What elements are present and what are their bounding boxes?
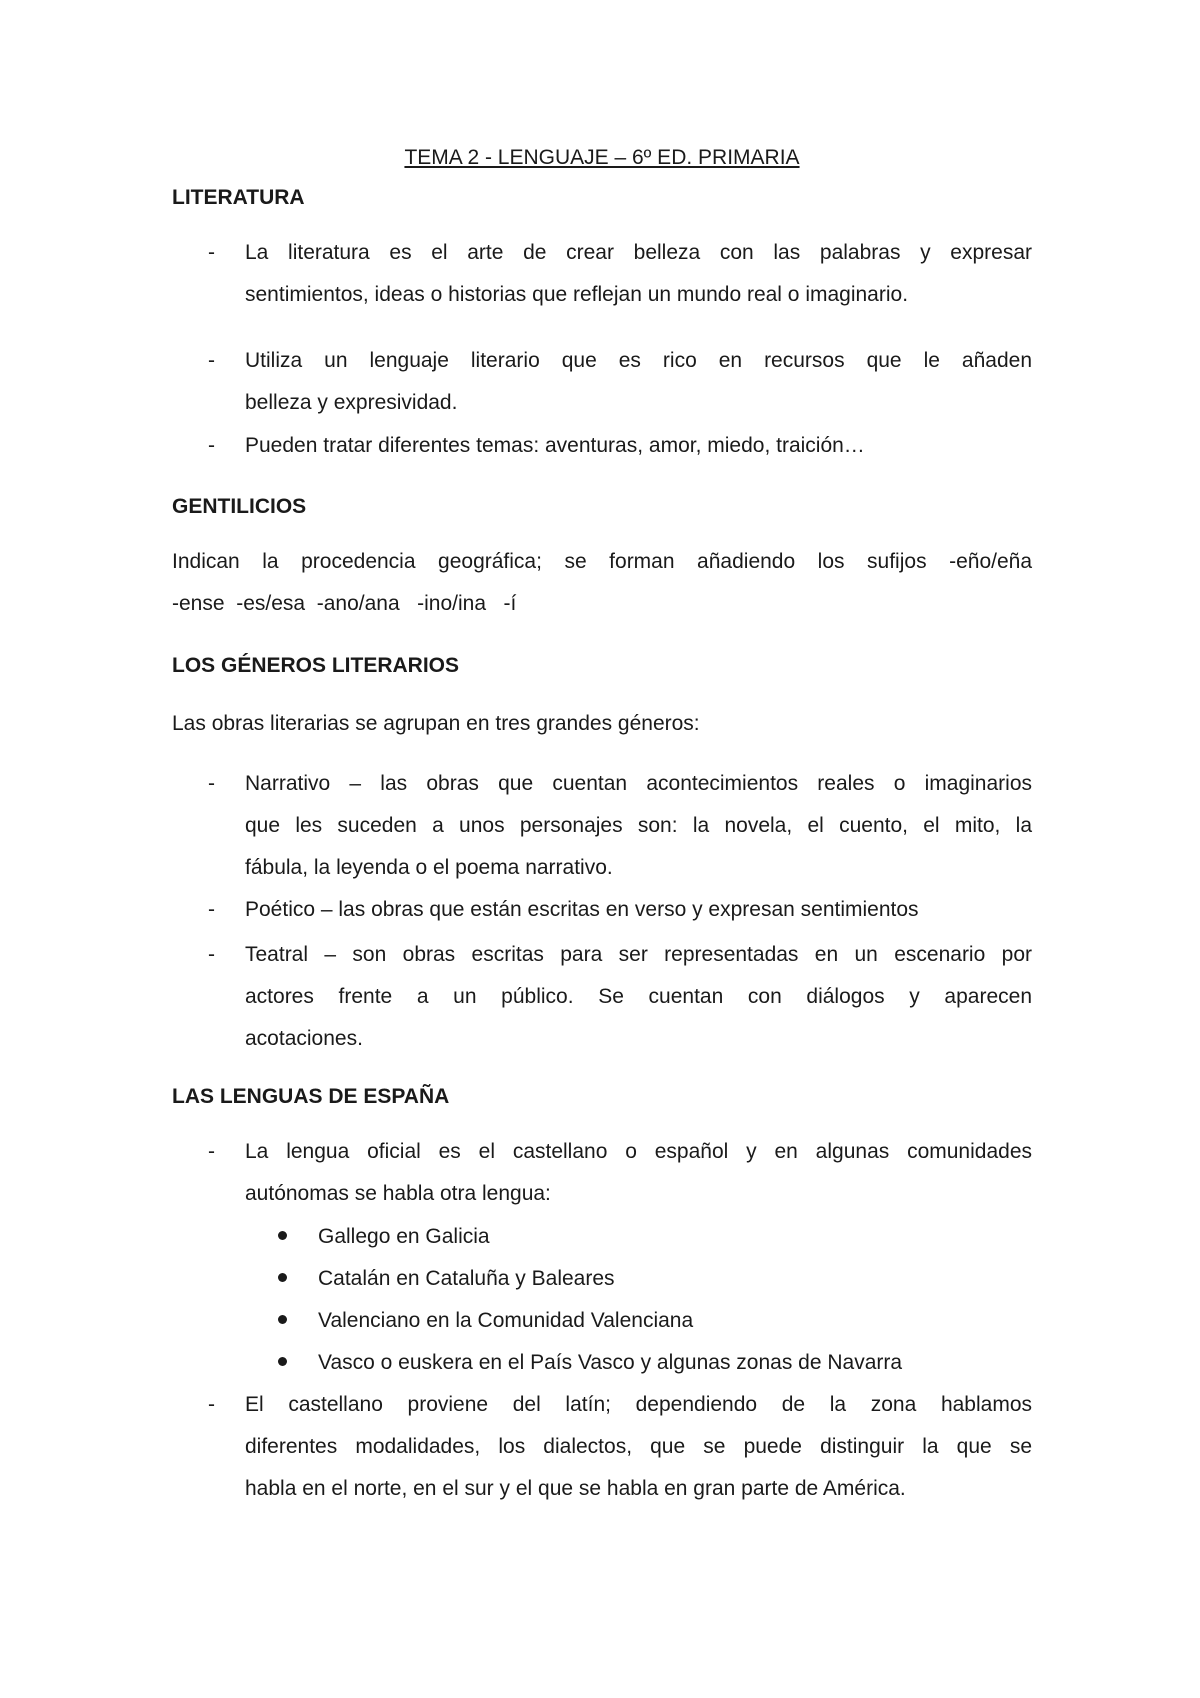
text-line: Las obras literarias se agrupan en tres grandes géneros:	[172, 712, 700, 735]
document-title: TEMA 2 - LENGUAJE – 6º ED. PRIMARIA	[404, 146, 800, 169]
list-item-text	[245, 232, 1032, 316]
dash-marker: -	[208, 434, 215, 457]
dash-marker: -	[208, 1140, 215, 1163]
heading-lenguas-espana: LAS LENGUAS DE ESPAÑA	[172, 1085, 450, 1108]
list-item-text	[245, 934, 1032, 1060]
text-line: La literatura es el arte de crear belleza con las palabras y expresar	[245, 241, 1032, 264]
heading-literatura: LITERATURA	[172, 186, 305, 209]
heading-generos-literarios: LOS GÉNEROS LITERARIOS	[172, 654, 460, 677]
text-line: Narrativo – las obras que cuentan acontecimientos reales o imaginarios	[245, 772, 1032, 795]
text-line: diferentes modalidades, los dialectos, que se puede distinguir la que se	[245, 1435, 1032, 1458]
text-line: belleza y expresividad.	[245, 391, 458, 414]
text-line: que les suceden a unos personajes son: la novela, el cuento, el mito, la	[245, 814, 1032, 837]
text-line: acotaciones.	[245, 1027, 363, 1050]
text-line: Indican la procedencia geográfica; se forman añadiendo los sufijos -eño/eña	[172, 550, 1032, 573]
gentilicios-paragraph	[172, 541, 1032, 625]
bullet-icon	[278, 1357, 287, 1366]
list-item-text	[245, 340, 1032, 424]
bullet-text: Catalán en Cataluña y Baleares	[318, 1267, 615, 1290]
bullet-icon	[278, 1231, 287, 1240]
bullet-icon	[278, 1273, 287, 1282]
text-line: El castellano proviene del latín; dependiendo de la zona hablamos	[245, 1393, 1032, 1416]
text-line: Teatral – son obras escritas para ser representadas en un escenario por	[245, 943, 1032, 966]
list-item-text	[245, 889, 1032, 931]
text-line: sentimientos, ideas o historias que reflejan un mundo real o imaginario.	[245, 283, 909, 306]
list-item-text	[245, 1131, 1032, 1215]
text-line: habla en el norte, en el sur y el que se habla en gran parte de América.	[245, 1477, 906, 1500]
text-line: La lengua oficial es el castellano o español y en algunas comunidades	[245, 1140, 1032, 1163]
heading-gentilicios: GENTILICIOS	[172, 495, 307, 518]
dash-marker: -	[208, 772, 215, 795]
generos-intro	[172, 703, 1032, 745]
list-item-text	[245, 1384, 1032, 1510]
text-line: -ense -es/esa -ano/ana -ino/ina -í	[172, 592, 517, 615]
dash-marker: -	[208, 898, 215, 921]
text-line: Pueden tratar diferentes temas: aventuras, amor, miedo, traición…	[245, 434, 865, 457]
text-line: Utiliza un lenguaje literario que es rico en recursos que le añaden	[245, 349, 1032, 372]
text-line: Poético – las obras que están escritas en verso y expresan sentimientos	[245, 898, 919, 921]
bullet-text: Valenciano en la Comunidad Valenciana	[318, 1309, 694, 1332]
text-line: fábula, la leyenda o el poema narrativo.	[245, 856, 613, 879]
dash-marker: -	[208, 943, 215, 966]
dash-marker: -	[208, 349, 215, 372]
dash-marker: -	[208, 1393, 215, 1416]
bullet-icon	[278, 1315, 287, 1324]
bullet-text: Gallego en Galicia	[318, 1225, 490, 1248]
list-item-text	[245, 425, 1032, 467]
list-item-text	[245, 763, 1032, 889]
text-line: actores frente a un público. Se cuentan con diálogos y aparecen	[245, 985, 1032, 1008]
bullet-text: Vasco o euskera en el País Vasco y algunas zonas de Navarra	[318, 1351, 903, 1374]
dash-marker: -	[208, 241, 215, 264]
text-line: autónomas se habla otra lengua:	[245, 1182, 551, 1205]
